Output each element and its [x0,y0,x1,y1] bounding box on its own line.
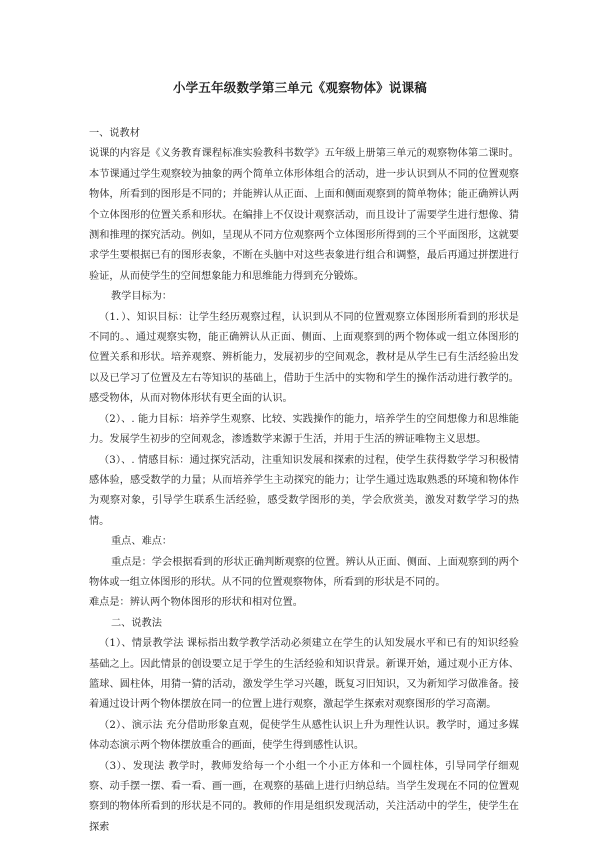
subheading: 重点、难点： [111,536,173,548]
goal-item: （3）、. 情感目标：通过探究活动，注重知识发展和探索的过程，使学生获得数学学习积极情感体验，感受数学的力量；从而培养学生主动探究的能力；让学生通过选取熟悉的环境和物体作为观察对象，引导学生联系生活经验，感受数学图形的美，学会欣赏美，激发对数学学习的热情。 [89,454,519,527]
section-heading: 一、说教材 [89,128,140,139]
subheading: 教学目标为： [111,291,173,303]
difficulty: 难点是：辨认两个物体图形的形状和相对位置。 [89,597,303,609]
document-body [89,124,519,838]
method-item: （2）、演示法 充分借助形象直观，促使学生从感性认识上升为理性认识。教学时，通过多媒体动态演示两个物体摆放重合的画面，使学生得到感性认识。 [89,719,519,752]
goal-item: （2）、. 能力目标：培养学生观察、比较、实践操作的能力，培养学生的空间想像力和思维能力。发展学生初步的空间观念，渗透数学来源于生活，并用于生活的辨证唯物主义思想。 [89,413,519,446]
document-title: 小学五年级数学第三单元《观察物体》说课稿 [172,80,427,95]
key-point: 重点是：学会根据看到的形状正确判断观察的位置。辨认从正面、侧面、上面观察到的两个物体或一组立体图形的形状。从不同的位置观察物体，所看到的形状是不同的。 [89,556,519,588]
method-item: （1）、情景教学法 课标指出数学教学活动必须建立在学生的认知发展水平和已有的知识经验基础之上。因此情景的创设要立足于学生的生活经验和知识背景。新课开始，通过观小正方体、篮球、圆柱体，用猜一猜的活动，激发学生学习兴趣，既复习旧知识，又为新知学习做准备。接着通过设计两个物体摆放在同一的位置上进行观察，激起学生探索对观察图形的学习高潮。 [89,638,519,711]
section-heading: 二、说教法 [111,617,162,629]
method-item: （3）、发现法 教学时，教师发给每一个小组一个小正方体和一个圆柱体，引导同学仔细观察、动手摆一摆、看一看、画一画，在观察的基础上进行归纳总结。当学生发现在不同的位置观察到的物体所看到的形状是不同的。教师的作用是组织发现活动，关注活动中的学生，使学生在探索 [89,760,519,833]
paragraph: 说课的内容是《义务教育课程标准实验教科书数学》五年级上册第三单元的观察物体第二课时。本节课通过学生观察较为抽象的两个简单立体形体组合的活动，进一步认识到从不同的位置观察物体，所看到的图形是不同的；并能辨认从正面、上面和侧面观察到的简单物体；能正确辨认两个立体图形的位置关系和形状。在编排上不仅设计观察活动，而且设计了需要学生进行想像、猜测和推理的探究活动。例如，呈现从不同方位观察两个立体图形所得到的三个平面图形，这就要求学生要根据已有的图形表象，不断在头脑中对这些表象进行组合和调整，最后再通过拼摆进行验证，从而使学生的空间想象能力和思维能力得到充分锻炼。 [89,148,519,282]
goal-item: （1．）、知识目标：让学生经历观察过程，认识到从不同的位置观察立体图形所看到的形状是不同的。、通过观察实物，能正确辨认从正面、侧面、上面观察到的两个物体或一组立体图形的位置关系和形状。培养观察、辨析能力，发展初步的空间观念，教材是从学生已有生活经验出发以及已学习了位置及左右等知识的基础上，借助于生活中的实物和学生的操作活动进行教学的。感受物体，从而对物体形状有更全面的认识。 [89,311,519,405]
